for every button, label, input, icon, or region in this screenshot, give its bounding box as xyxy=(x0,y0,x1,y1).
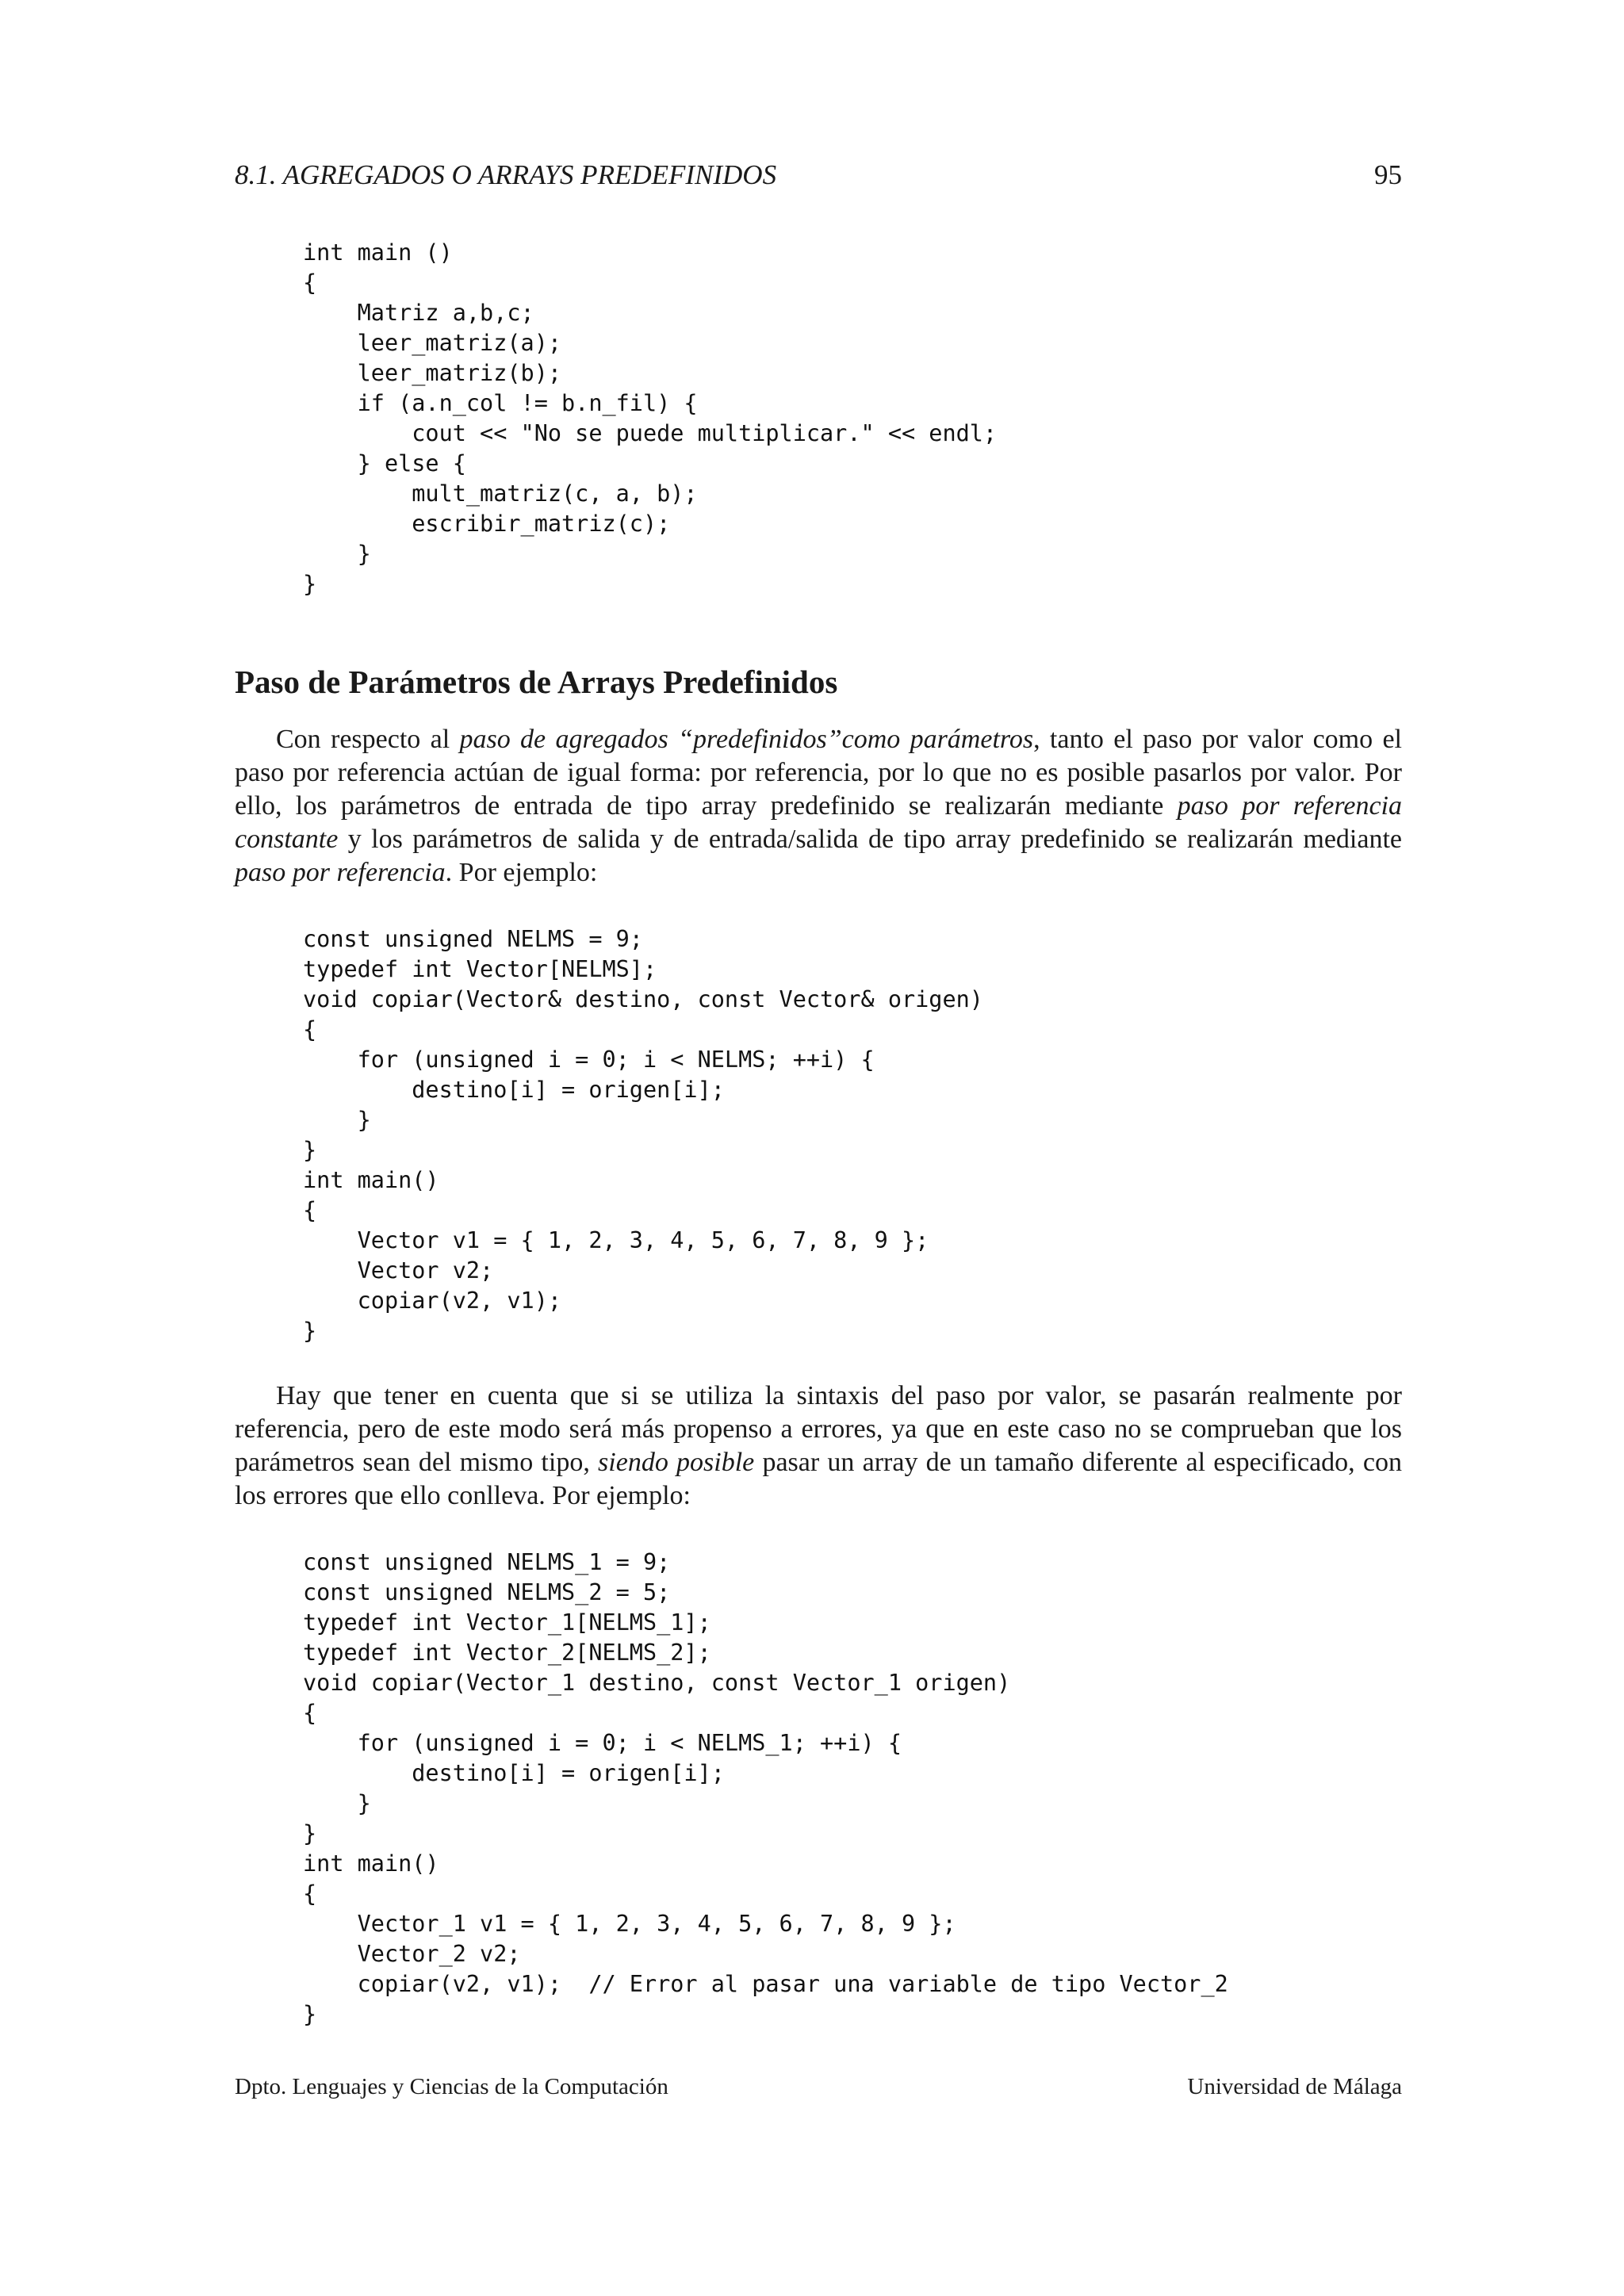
page-footer xyxy=(235,2071,1402,2103)
paragraph-paso-por-valor xyxy=(235,1380,1402,1513)
paragraph-text: , tanto el paso por valor como el paso por referencia actúan de igual forma: por referencia, por lo que no es posible pasarlos por valor. Por ello, los parámetros de entrada de tipo array predefinido se realizarán mediante xyxy=(235,725,1402,821)
code-block-copiar-vector: const unsigned NELMS = 9; typedef int Vector[NELMS]; void copiar(Vector& destino, const Vector& origen) { for (unsigned i = 0; i < NELMS; ++i) { destino[i] = origen[i]; } } int main() { Vector v1 = { 1, 2, 3, 4, 5, 6, 7, 8, 9 }; Vector v2; copiar(v2, v1); } xyxy=(303,926,983,1344)
paragraph-text: Con respecto al xyxy=(276,725,460,754)
document-page xyxy=(235,0,1402,2296)
paragraph-emphasis: siendo posible xyxy=(598,1448,755,1477)
paragraph-emphasis: paso por referencia xyxy=(235,858,446,887)
footer-university: Universidad de Málaga xyxy=(1187,2074,1402,2099)
paragraph-text: Hay que tener en cuenta que si se utiliza la sintaxis del paso por valor, se pasarán realmente por referencia, pero de este modo será más propenso a errores, ya que en este caso no se comprueban que los parámetros sean del mismo tipo, xyxy=(235,1381,1402,1477)
paragraph-text: pasar un array de un tamaño diferente al especificado, con los errores que ello conlleva. Por ejemplo: xyxy=(235,1448,1402,1510)
paragraph-paso-parametros xyxy=(235,723,1402,890)
paragraph-emphasis: paso de agregados “predefinidos”como parámetros xyxy=(459,725,1034,754)
paragraph-text: y los parámetros de salida y de entrada/salida de tipo array predefinido se realizarán mediante xyxy=(338,825,1402,854)
code-block-main-matriz: int main () { Matriz a,b,c; leer_matriz(a); leer_matriz(b); if (a.n_col != b.n_fil) { cout << "No se puede multiplicar." << endl; } else { mult_matriz(c, a, b); escribir_matriz(c); } } xyxy=(303,239,998,597)
code-block-copiar-vector-error: const unsigned NELMS_1 = 9; const unsigned NELMS_2 = 5; typedef int Vector_1[NELMS_1]; typedef int Vector_2[NELMS_2]; void copiar(Vector_1 destino, const Vector_1 origen) { for (unsigned i = 0; i < NELMS_1; ++i) { destino[i] = origen[i]; } } int main() { Vector_1 v1 = { 1, 2, 3, 4, 5, 6, 7, 8, 9 }; Vector_2 v2; copiar(v2, v1); // Error al pasar una variable de tipo Vector_2 } xyxy=(303,1549,1228,2027)
page-number: 95 xyxy=(1374,159,1402,190)
paragraph-text: . Por ejemplo: xyxy=(445,858,598,887)
header-section-title: 8.1. AGREGADOS O ARRAYS PREDEFINIDOS xyxy=(235,159,777,190)
footer-department: Dpto. Lenguajes y Ciencias de la Computación xyxy=(235,2074,668,2099)
running-header xyxy=(235,155,1402,195)
paragraph-emphasis: paso por referencia constante xyxy=(235,791,1402,854)
section-heading: Paso de Parámetros de Arrays Predefinidos xyxy=(235,664,838,700)
